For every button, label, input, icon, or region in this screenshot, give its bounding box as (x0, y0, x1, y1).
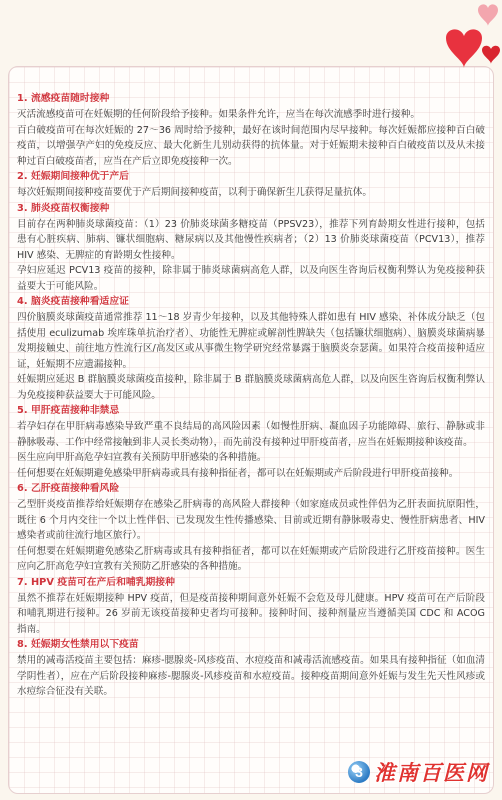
section-heading: 2. 妊娠期间接种优于产后 (17, 171, 129, 182)
section-6 (17, 481, 485, 575)
section-paragraph: 禁用的减毒活疫苗主要包括：麻疹-腮腺炎-风疹疫苗、水痘疫苗和减毒活流感疫苗。如果具有接种指征（如血清学阴性者），应在产后阶段接种麻疹-腮腺炎-风疹疫苗和水痘疫苗。接种疫苗期间意外妊娠与发生先天性风疹或水痘综合征没有关联。 (17, 655, 485, 697)
section-5 (17, 403, 485, 481)
heart-icon (478, 4, 498, 26)
section-7 (17, 575, 485, 638)
section-paragraph: 乙型肝炎疫苗推荐给妊娠期存在感染乙肝病毒的高风险人群接种（如家庭成员或性伴侣为乙肝表面抗原阳性，既往 6 个月内交往一个以上性伴侣、已发现发生性传播感染、目前或近期有静脉吸毒史、慢性肝病患者、HIV 感染者或前往流行地区旅行）。 (17, 499, 485, 541)
article-content (17, 91, 485, 700)
section-paragraph: 四价脑膜炎球菌疫苗通常推荐 11～18 岁青少年接种，以及其他特殊人群如患有 HIV 感染、补体成分缺乏（包括使用 eculizumab 埃库珠单抗治疗者）、功能性无脾症或解剖性脾缺失（包括镰状细胞病）、脑膜炎球菌病暴发期接触史、前往地方性流行区/高发区或从事微生物学研究经常暴露于脑膜炎奈瑟菌。如果符合疫苗接种适应证，妊娠期不应遗漏接种。 (17, 312, 485, 370)
section-paragraph: 灭活流感疫苗可在妊娠期的任何阶段给予接种。如果条件允许，应当在每次流感季时进行接种。 (17, 109, 420, 120)
section-heading: 5. 甲肝疫苗接种非禁忌 (17, 405, 120, 416)
article-card (8, 66, 494, 794)
section-heading: 4. 脑炎疫苗接种看适应证 (17, 296, 129, 307)
section-paragraph: 虽然不推荐在妊娠期接种 HPV 疫苗，但是疫苗接种期间意外妊娠不会危及母儿健康。HPV 疫苗可在产后阶段和哺乳期进行接种。26 岁前无该疫苗接种史者均可接种。接种时间、接种剂量应当遵循美国 CDC 和 ACOG 指南。 (17, 592, 485, 635)
heart-icon (446, 29, 482, 68)
section-heading: 1. 流感疫苗随时接种 (17, 93, 110, 104)
site-watermark (348, 757, 489, 787)
section-paragraph: 医生应向甲肝高危孕妇宣教有关预防甲肝感染的各种措施。 (17, 452, 267, 463)
section-paragraph: 任何想要在妊娠期避免感染甲肝病毒或具有接种指征者，都可以在妊娠期或产后阶段进行甲肝疫苗接种。 (17, 467, 459, 479)
section-1 (17, 91, 485, 169)
section-heading: 3. 肺炎疫苗权衡接种 (17, 202, 110, 214)
site-logo-icon: 3 (348, 761, 370, 783)
site-watermark-text: 淮南百医网 (374, 761, 489, 785)
section-heading: 7. HPV 疫苗可在产后和哺乳期接种 (17, 576, 175, 588)
section-paragraph: 每次妊娠期间接种疫苗要优于产后期间接种疫苗，以利于确保新生儿获得足量抗体。 (17, 187, 372, 198)
section-2 (17, 169, 485, 201)
section-4 (17, 294, 485, 403)
section-paragraph: 若孕妇存在甲肝病毒感染导致严重不良结局的高风险因素（如慢性肝病、凝血因子功能障碍、旅行、静脉或非静脉吸毒、工作中经常接触到非人灵长类动物），而先前没有接种过甲肝疫苗者，应当在妊娠期接种该疫苗。 (17, 421, 485, 448)
section-heading: 6. 乙肝疫苗接种看风险 (17, 483, 120, 494)
heart-icon (482, 46, 500, 64)
section-paragraph: 孕妇应延迟 PCV13 疫苗的接种，除非属于肺炎球菌病高危人群，以及向医生咨询后权衡利弊认为免疫接种获益要大于可能风险。 (17, 265, 485, 292)
section-paragraph: 任何想要在妊娠期避免感染乙肝病毒或具有接种指征者，都可以在妊娠期或产后阶段进行乙肝疫苗接种。医生应向乙肝高危孕妇宣教有关预防乙肝感染的各种措施。 (17, 545, 485, 572)
section-8 (17, 637, 485, 700)
section-paragraph: 目前存在两种肺炎球菌疫苗：（1）23 价肺炎球菌多糖疫苗（PPSV23），推荐下列育龄期女性进行接种，包括患有心脏疾病、肺病、镰状细胞病、糖尿病以及其他慢性疾病者；（2）13 价肺炎球菌疫苗（PCV13），推荐 HIV 感染、无脾症的育龄期女性接种。 (17, 218, 485, 261)
hearts-decoration (432, 0, 502, 80)
section-paragraph: 妊娠期应延迟 B 群脑膜炎球菌疫苗接种，除非属于 B 群脑膜炎球菌病高危人群，以及向医生咨询后权衡利弊认为免疫接种获益要大于可能风险。 (17, 374, 485, 401)
section-3 (17, 201, 485, 295)
section-heading: 8. 妊娠期女性禁用以下疫苗 (17, 639, 139, 650)
section-paragraph: 百白破疫苗可在每次妊娠的 27～36 周时给予接种，最好在该时间范围内尽早接种。每次妊娠都应接种百白破疫苗，以增强孕产妇的免疫反应、最大化新生儿别动获得的抗体量。对于妊娠期未接种百白破疫苗以及从未接种过百白破疫苗者，应当在产后立即免疫接种一次。 (17, 124, 485, 167)
